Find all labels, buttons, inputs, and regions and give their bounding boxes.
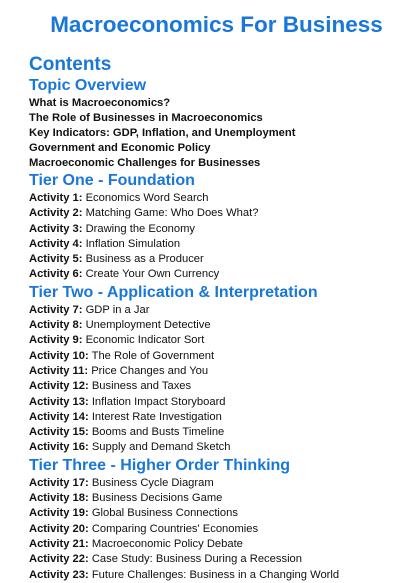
overview-item: Key Indicators: GDP, Inflation, and Unemployment [29,127,296,139]
topic-overview-list [29,96,414,171]
tier-three-heading: Tier Three - Higher Order Thinking [29,456,291,474]
activity-title: Drawing the Economy [85,222,196,235]
activity-title: GDP in a Jar [85,303,150,316]
activity-title: Global Business Connections [91,507,238,520]
activity-item [29,252,414,267]
topic-overview-section [29,76,414,171]
topic-overview-heading: Topic Overview [29,77,147,94]
activity-number: Activity 17: [29,476,89,489]
activity-item [29,318,414,333]
overview-item: The Role of Businesses in Macroeconomics [29,112,263,124]
activity-number: Activity 5: [29,253,83,266]
activity-title: Inflation Simulation [85,237,181,250]
activity-number: Activity 14: [29,410,89,423]
activity-number: Activity 12: [29,380,89,393]
tier-one-activity-list [29,191,414,283]
activity-item [29,222,414,237]
activity-number: Activity 7: [29,303,83,316]
activity-title: Matching Game: Who Does What? [85,207,259,220]
activity-number: Activity 16: [29,441,89,454]
activity-item [29,349,414,364]
activity-item [29,303,414,318]
activity-title: Business as a Producer [85,253,204,266]
document-title: Macroeconomics For Business [50,12,383,37]
activity-title: Unemployment Detective [85,319,211,332]
activity-item [29,237,414,252]
activity-item [29,440,414,455]
activity-number: Activity 21: [29,537,89,550]
tier-two-heading: Tier Two - Application & Interpretation [29,283,318,301]
activity-number: Activity 13: [29,395,89,408]
activity-title: Economics Word Search [85,192,209,204]
overview-item: Macroeconomic Challenges for Businesses [29,157,261,169]
activity-title: Create Your Own Currency [85,268,220,281]
contents-heading: Contents [29,54,112,75]
activity-number: Activity 11: [29,364,89,377]
activity-number: Activity 22: [29,553,89,566]
tier-one-heading: Tier One - Foundation [29,172,195,189]
activity-title: Economic Indicator Sort [85,334,205,347]
activity-title: Price Changes and You [91,364,209,377]
activity-title: Business Decisions Game [91,492,223,505]
tier-two-section [29,283,414,456]
activity-item [29,333,414,348]
activity-item [29,379,414,394]
activity-number: Activity 15: [29,426,89,439]
activity-title: Business and Taxes [91,380,192,393]
activity-number: Activity 3: [29,222,83,235]
activity-number: Activity 4: [29,237,83,250]
activity-number: Activity 1: [29,192,83,204]
activity-title: The Role of Government [91,349,215,362]
activity-item [29,568,414,583]
activity-number: Activity 2: [29,207,83,220]
activity-title: Booms and Busts Timeline [91,426,225,439]
activity-item [29,522,414,537]
activity-item [29,491,414,506]
activity-number: Activity 23: [29,568,89,581]
activity-item [29,552,414,567]
activity-item [29,506,414,521]
activity-title: Inflation Impact Storyboard [91,395,226,408]
activity-number: Activity 20: [29,522,89,535]
activity-title: Future Challenges: Business in a Changing World [91,568,340,581]
activity-item [29,476,414,491]
overview-item: What is Macroeconomics? [29,97,171,109]
activity-number: Activity 8: [29,319,83,332]
activity-item [29,191,414,206]
activity-item [29,537,414,552]
tier-one-section [29,171,414,283]
activity-number: Activity 10: [29,349,89,362]
overview-item: Government and Economic Policy [29,142,211,154]
activity-title: Interest Rate Investigation [91,410,222,423]
activity-title: Macroeconomic Policy Debate [91,537,243,550]
activity-number: Activity 19: [29,507,89,520]
activity-title: Comparing Countries' Economies [91,522,259,535]
activity-number: Activity 6: [29,268,83,281]
activity-item [29,206,414,221]
activity-title: Case Study: Business During a Recession [91,553,302,566]
activity-item [29,410,414,425]
activity-item [29,425,414,440]
activity-number: Activity 9: [29,334,83,347]
activity-title: Supply and Demand Sketch [91,441,231,454]
tier-two-activity-list [29,303,414,456]
activity-item [29,364,414,379]
activity-number: Activity 18: [29,492,89,505]
activity-title: Business Cycle Diagram [91,476,214,489]
tier-three-activity-list [29,476,414,583]
activity-item [29,395,414,410]
activity-item [29,267,414,282]
